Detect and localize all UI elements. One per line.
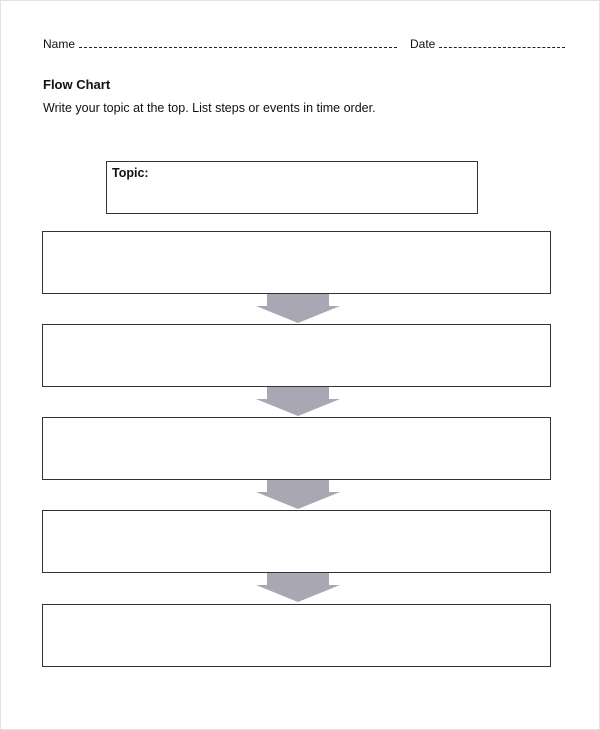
name-field (43, 37, 397, 51)
down-arrow-icon (256, 387, 340, 416)
topic-label: Topic: (112, 166, 149, 180)
step-box-1[interactable] (42, 231, 551, 294)
date-field (410, 37, 565, 51)
page-title: Flow Chart (43, 77, 111, 92)
date-label: Date (410, 37, 436, 51)
instructions: Write your topic at the top. List steps or events in time order. (43, 101, 376, 115)
step-box-4[interactable] (42, 510, 551, 573)
down-arrow-icon (256, 294, 340, 323)
down-arrow-icon (256, 573, 340, 602)
step-box-2[interactable] (42, 324, 551, 387)
date-blank-line[interactable] (439, 37, 565, 48)
name-label: Name (43, 37, 76, 51)
name-blank-line[interactable] (79, 37, 397, 48)
topic-box[interactable] (106, 161, 478, 214)
step-box-5[interactable] (42, 604, 551, 667)
down-arrow-icon (256, 480, 340, 509)
step-box-3[interactable] (42, 417, 551, 480)
